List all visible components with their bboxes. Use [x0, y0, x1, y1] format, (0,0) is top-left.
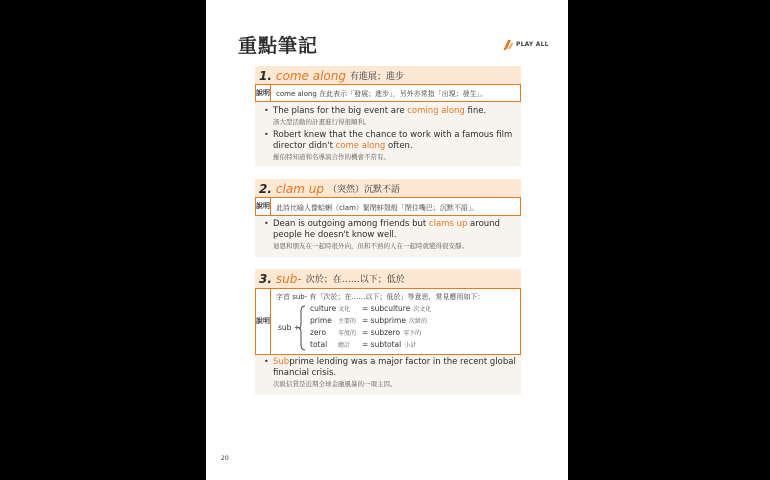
- bullet: •: [264, 130, 269, 139]
- example: [264, 357, 519, 389]
- left-brace-icon: [298, 305, 306, 351]
- play-all-icon: [502, 38, 514, 51]
- formula-row: prime 主要的 = subprime 次級的: [310, 316, 427, 325]
- notes-page: [206, 0, 568, 480]
- explanation-text: come along 在此表示「發展；進步」，另外亦常指「出現；發生」。: [276, 90, 488, 98]
- example-chinese: 該大型活動的計畫進行得很順利。: [273, 118, 371, 126]
- bullet: •: [264, 219, 269, 228]
- explanation-box: [255, 197, 521, 216]
- example-chinese: 羅伯特知道和名導演合作的機會不常有。: [273, 153, 390, 161]
- entry-number: 3.: [259, 271, 272, 286]
- example-english: Dean is outgoing among friends but clams up around people he doesn't know well.: [273, 219, 500, 240]
- entry-clam-up: [255, 179, 521, 257]
- example-chinese: 次級信貸是近期全球金融風暴的一項主因。: [273, 380, 397, 388]
- example: [264, 130, 519, 162]
- explanation-text: 字首 sub- 有「次於；在……以下；低於」等意思，常見應用如下：: [276, 293, 485, 301]
- examples-area: [255, 216, 521, 257]
- example: [264, 219, 519, 251]
- page-title: 重點筆記: [238, 35, 319, 57]
- example-english: Robert knew that the chance to work with a famous film director didn't come along often.: [273, 130, 513, 151]
- examples-area: [255, 102, 521, 166]
- formula-row: total 總計 = subtotal 小計: [310, 340, 417, 349]
- entry-gloss: 有進展；進步: [350, 72, 405, 82]
- entry-number: 1.: [259, 68, 272, 83]
- formula-row: culture 文化 = subculture 次文化: [310, 304, 432, 313]
- explanation-box: [255, 84, 521, 102]
- example-english: The plans for the big event are coming along fine.: [273, 106, 487, 116]
- entry-sub: [255, 269, 521, 395]
- entry-come-along: [255, 66, 521, 166]
- entry-heading: [255, 66, 521, 85]
- page-number: 20: [221, 455, 229, 462]
- explanation-label: 說明: [256, 198, 271, 215]
- formula-prefix: sub +: [278, 323, 301, 332]
- entry-heading: [255, 179, 521, 198]
- explanation-box: [255, 288, 521, 355]
- explanation-text: 此詩比喻人像蛤蜊（clam）緊閉蚌殼般「閉住嘴巴；沉默不語」。: [276, 204, 479, 212]
- entry-phrase: sub-: [275, 271, 302, 286]
- bullet: •: [264, 357, 269, 366]
- formula-row: zero 零度的 = subzero 零下的: [310, 328, 422, 337]
- prefix-formula: [278, 304, 478, 352]
- entry-phrase: clam up: [275, 181, 324, 196]
- entry-phrase: come along: [275, 68, 346, 83]
- bullet: •: [264, 106, 269, 115]
- entry-heading: [255, 269, 521, 288]
- play-all-label: PLAY ALL: [516, 40, 549, 48]
- entry-gloss: 次於；在……以下；低於: [305, 275, 405, 285]
- example-chinese: 迪恩和朋友在一起時很外向，但和不熟的人在一起時就變得很安靜。: [273, 242, 468, 250]
- explanation-label: 說明: [256, 289, 271, 354]
- entry-gloss: （突然）沉默不語: [327, 185, 400, 195]
- example: [264, 106, 519, 127]
- explanation-label: 說明: [256, 85, 271, 101]
- example-english: Subprime lending was a major factor in the recent global financial crisis.: [273, 357, 516, 378]
- entry-number: 2.: [259, 181, 272, 196]
- play-all-button[interactable]: [502, 37, 549, 51]
- examples-area: [255, 355, 521, 395]
